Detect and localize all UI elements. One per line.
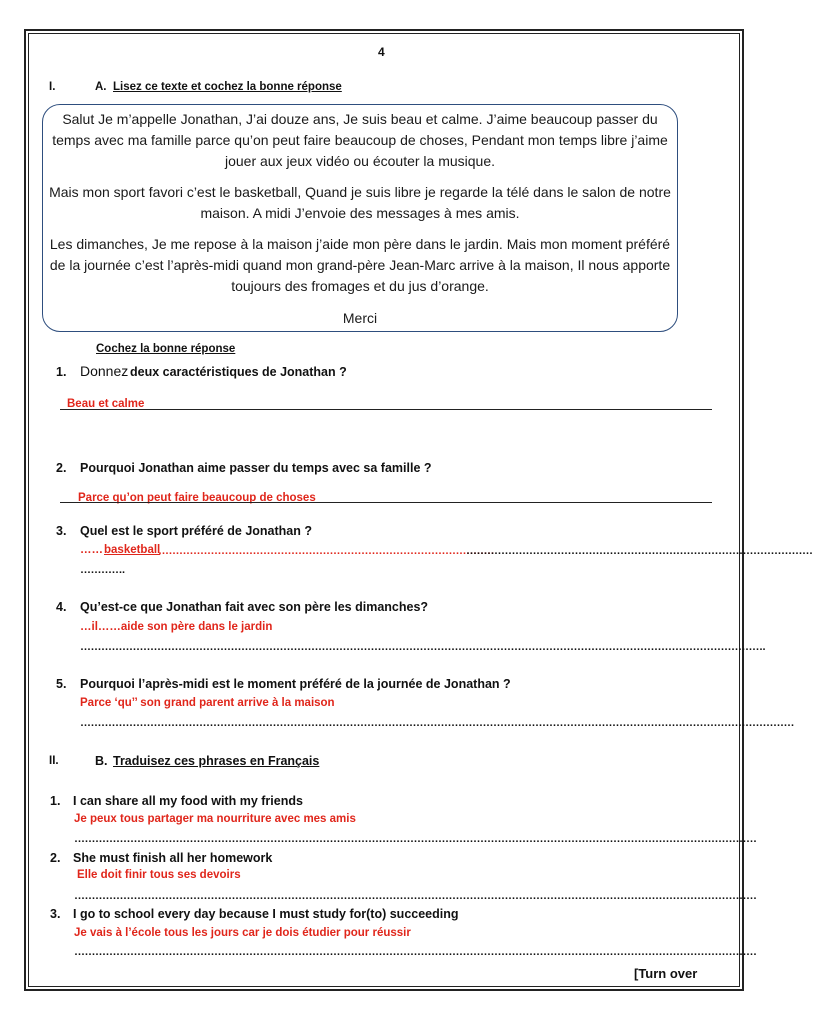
translation-3-number: 3. <box>50 907 61 921</box>
turn-over-label: [Turn over <box>634 966 698 981</box>
translation-3-dots: …………………………………………………………………………………………………………………………………………………………………………… <box>74 946 757 958</box>
question-5-answer: Parce ‘qu’’ son grand parent arrive à la maison <box>80 697 335 709</box>
section-1-letter: A. <box>95 81 107 93</box>
question-1-number: 1. <box>56 365 67 379</box>
passage-closing: Merci <box>342 310 378 326</box>
translation-3-french: Je vais à l’école tous les jours car je dois étudier pour réussir <box>74 927 411 939</box>
question-5-number: 5. <box>56 677 67 691</box>
translation-1-dots: …………………………………………………………………………………………………………………………………………………………………………… <box>74 833 757 845</box>
translation-2-number: 2. <box>50 851 61 865</box>
instruction-heading: Cochez la bonne réponse <box>96 343 236 355</box>
question-1-answer: Beau et calme <box>67 398 145 410</box>
section-2-title: Traduisez ces phrases en Français <box>113 754 320 768</box>
translation-1-number: 1. <box>50 794 61 808</box>
question-3-answer: basketball <box>104 544 161 556</box>
question-3-text: Quel est le sport préféré de Jonathan ? <box>80 524 313 538</box>
question-2-answer-line <box>60 502 712 503</box>
section-1-numeral: I. <box>49 81 56 93</box>
question-3-answer-dots: …………………………………………………………………………………… <box>158 545 494 557</box>
passage-paragraph-2: Mais mon sport favori c’est le basketball, Quand je suis libre je regarde la télé dans le salon de notre maison. A midi J’envoie des messages à mes amis. <box>49 184 671 221</box>
translation-2-french: Elle doit finir tous ses devoirs <box>77 869 241 881</box>
section-2-letter: B. <box>95 754 108 768</box>
section-2-numeral: II. <box>49 755 59 767</box>
question-3-dots-right: ……………………………………………………………………………………… <box>466 545 813 557</box>
question-2-text: Pourquoi Jonathan aime passer du temps avec sa famille ? <box>80 461 432 475</box>
passage-paragraph-1: Salut Je m’appelle Jonathan, J’ai douze ans, Je suis beau et calme. J’aime beaucoup passer du temps avec ma famille parce qu’on peut faire beaucoup de choses, Pendant mon temps libre j’aime jouer aux jeux vidéo ou écouter la musique. <box>52 111 668 169</box>
question-5-dots: …………………………………………………………………………………………………………………………………………………………………………………… <box>80 717 794 729</box>
question-4-number: 4. <box>56 600 67 614</box>
passage-paragraph-3: Les dimanches, Je me repose à la maison j’aide mon père dans le jardin. Mais mon moment préféré de la journée c’est l’après-midi quand mon grand-père Jean-Marc arrive à la maison, Il nous apporte toujours des fromages et du jus d’orange. <box>49 236 671 294</box>
translation-1-french: Je peux tous partager ma nourriture avec mes amis <box>74 813 356 825</box>
page-number: 4 <box>378 45 385 59</box>
question-3-dots-next: …………. <box>80 564 125 576</box>
question-5-text: Pourquoi l’après-midi est le moment préféré de la journée de Jonathan ? <box>80 677 511 691</box>
translation-1-english: I can share all my food with my friends <box>73 794 303 808</box>
question-3-number: 3. <box>56 524 67 538</box>
question-2-number: 2. <box>56 461 67 475</box>
translation-2-english: She must finish all her homework <box>73 851 273 865</box>
question-4-answer: …il……aide son père dans le jardin <box>80 621 273 633</box>
question-1-answer-line <box>60 409 712 410</box>
translation-3-english: I go to school every day because I must study for(to) succeeding <box>73 907 459 921</box>
section-1-title: Lisez ce texte et cochez la bonne réponse <box>113 81 342 93</box>
translation-2-dots: …………………………………………………………………………………………………………………………………………………………………………… <box>74 890 757 902</box>
question-1-text: deux caractéristiques de Jonathan ? <box>130 365 347 379</box>
question-4-text: Qu’est-ce que Jonathan fait avec son père les dimanches? <box>80 600 429 614</box>
question-4-dots: ……………………………………………………………………………………………………………………………………………………………………………. <box>80 641 766 653</box>
question-1-lead: Donnez <box>80 363 129 379</box>
question-3-answer-pre: …… <box>80 544 103 556</box>
question-2-answer: Parce qu’on peut faire beaucoup de choses <box>78 492 316 504</box>
